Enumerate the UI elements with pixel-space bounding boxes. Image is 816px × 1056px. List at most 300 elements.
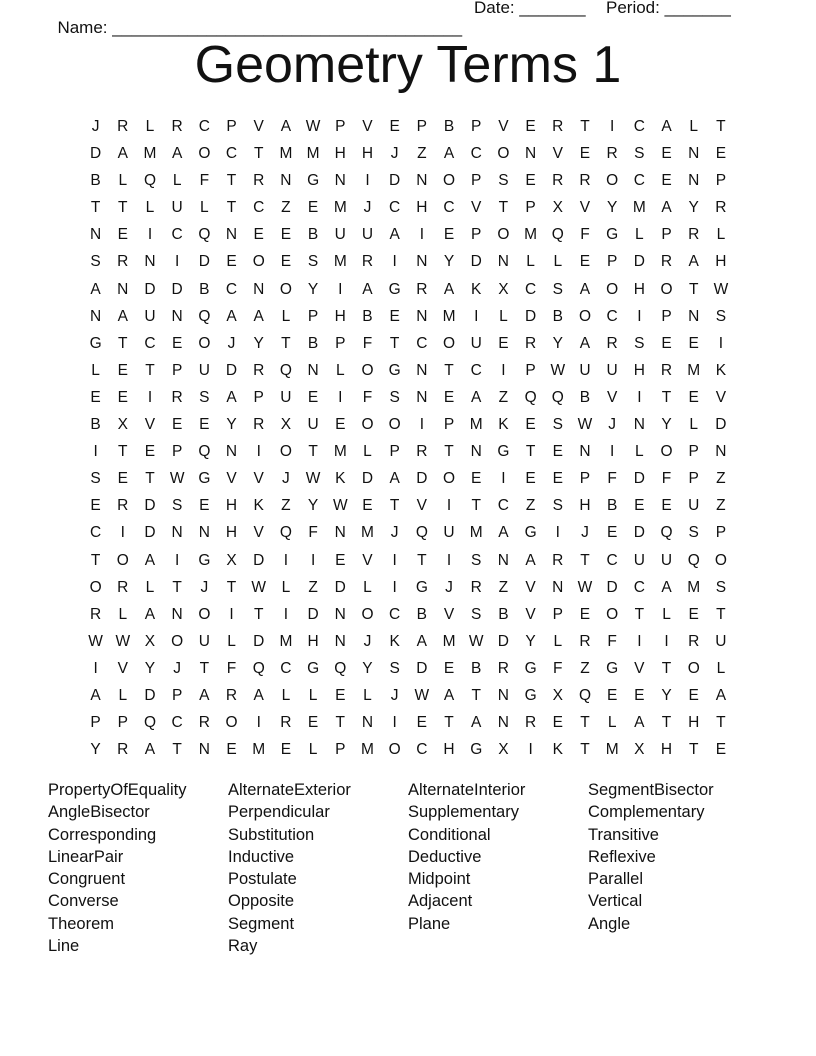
grid-letter: N — [225, 443, 238, 461]
grid-letter: E — [117, 226, 128, 244]
grid-letter: A — [688, 253, 699, 271]
grid-letter: E — [171, 416, 183, 434]
grid-letter: A — [144, 741, 156, 759]
grid-letter: T — [444, 361, 454, 379]
grid-letter: M — [687, 361, 701, 379]
grid-letter: T — [226, 199, 237, 217]
grid-letter: R — [497, 659, 509, 677]
grid-letter: O — [606, 172, 619, 190]
grid-letter: E — [606, 686, 618, 704]
grid-letter: S — [498, 172, 509, 190]
grid-letter: O — [443, 470, 456, 488]
grid-letter: S — [90, 470, 101, 488]
grid-letter: P — [552, 605, 563, 623]
grid-letter: D — [253, 551, 265, 569]
grid-letter: D — [334, 578, 346, 596]
grid-letter: E — [226, 253, 237, 271]
grid-letter: V — [715, 388, 727, 406]
grid-letter: Z — [498, 388, 509, 406]
word-list-item: AlternateExterior — [228, 781, 351, 799]
grid-letter: O — [361, 361, 374, 379]
word-list-item: PropertyOfEquality — [48, 781, 187, 799]
grid-row — [82, 465, 735, 492]
grid-letter: V — [525, 605, 536, 623]
grid-letter: M — [333, 199, 347, 217]
grid-letter: R — [524, 714, 537, 732]
grid-letter: A — [661, 118, 672, 135]
grid-letter: C — [171, 226, 183, 244]
grid-letter: U — [660, 551, 673, 569]
grid-letter: I — [610, 443, 615, 461]
grid-letter: M — [442, 632, 456, 650]
grid-letter: J — [173, 659, 182, 677]
grid-letter: I — [175, 253, 180, 271]
grid-letter: D — [144, 280, 156, 298]
grid-row — [82, 276, 735, 303]
grid-letter: E — [362, 497, 373, 515]
grid-letter: E — [552, 443, 563, 461]
grid-letter: U — [334, 226, 346, 244]
grid-letter: U — [171, 199, 183, 217]
grid-letter: C — [497, 497, 509, 515]
grid-letter: O — [225, 714, 238, 732]
grid-letter: T — [661, 659, 672, 677]
grid-letter: B — [498, 605, 509, 623]
grid-letter: L — [145, 118, 155, 135]
grid-row — [82, 357, 735, 384]
grid-letter: N — [171, 307, 183, 325]
grid-letter: F — [607, 470, 617, 488]
grid-letter: D — [389, 172, 401, 190]
grid-letter: L — [607, 714, 617, 732]
grid-letter: S — [715, 307, 727, 325]
grid-letter: H — [579, 497, 591, 515]
grid-letter: T — [661, 714, 672, 732]
grid-letter: F — [362, 388, 373, 406]
grid-letter: B — [416, 605, 428, 623]
grid-letter: L — [689, 416, 699, 434]
grid-letter: I — [446, 497, 452, 515]
grid-letter: P — [416, 118, 428, 135]
grid-letter: R — [606, 334, 618, 352]
grid-letter: L — [635, 443, 644, 461]
grid-letter: G — [524, 686, 537, 704]
grid-letter: R — [524, 334, 537, 352]
word-list-item: Transitive — [588, 825, 659, 844]
grid-letter: V — [634, 659, 645, 677]
grid-letter: O — [714, 551, 727, 569]
grid-letter: D — [225, 361, 238, 379]
grid-letter: M — [143, 145, 157, 163]
grid-letter: T — [145, 470, 155, 488]
grid-letter: L — [363, 578, 372, 596]
grid-letter: T — [580, 118, 590, 135]
grid-letter: Y — [688, 199, 699, 217]
grid-letter: M — [442, 307, 456, 325]
grid-letter: E — [552, 714, 563, 732]
grid-letter: T — [417, 551, 427, 569]
grid-letter: W — [169, 470, 185, 488]
grid-letter: S — [389, 388, 400, 406]
grid-letter: C — [280, 659, 292, 677]
grid-letter: T — [661, 388, 672, 406]
grid-letter: E — [579, 253, 591, 271]
grid-letter: O — [606, 605, 619, 623]
word-list-item: Inductive — [228, 847, 295, 866]
grid-letter: M — [524, 226, 538, 244]
grid-letter: A — [443, 686, 455, 704]
grid-letter: N — [688, 307, 700, 325]
date-field-label: Date: _______ — [474, 0, 586, 17]
grid-letter: V — [144, 416, 156, 434]
grid-letter: I — [310, 551, 316, 569]
grid-letter: N — [416, 388, 428, 406]
grid-letter: L — [553, 632, 563, 650]
grid-letter: E — [307, 714, 319, 732]
grid-letter: T — [118, 443, 128, 461]
grid-letter: T — [634, 605, 645, 623]
grid-letter: D — [633, 253, 645, 271]
grid-letter: E — [90, 388, 101, 406]
grid-letter: Y — [661, 686, 672, 704]
grid-row — [82, 682, 735, 709]
grid-letter: C — [89, 524, 102, 542]
grid-letter: I — [175, 551, 180, 569]
grid-letter: E — [117, 361, 128, 379]
grid-letter: W — [115, 632, 131, 650]
grid-letter: N — [198, 741, 210, 759]
grid-letter: T — [145, 361, 155, 379]
grid-letter: A — [661, 199, 672, 217]
grid-letter: O — [443, 334, 456, 352]
grid-letter: R — [579, 172, 591, 190]
grid-letter: E — [199, 497, 210, 515]
grid-letter: I — [392, 253, 397, 271]
grid-letter: B — [362, 307, 373, 325]
grid-letter: Y — [552, 334, 563, 352]
grid-letter: T — [118, 199, 128, 217]
grid-letter: O — [252, 253, 265, 271]
grid-letter: J — [581, 524, 589, 542]
grid-letter: H — [633, 361, 645, 379]
grid-letter: J — [91, 118, 100, 135]
grid-row — [82, 438, 735, 465]
grid-letter: I — [419, 226, 424, 244]
grid-letter: I — [338, 388, 343, 406]
grid-letter: O — [361, 605, 374, 623]
grid-letter: X — [552, 199, 563, 217]
grid-letter: E — [525, 172, 536, 190]
grid-letter: F — [607, 632, 617, 650]
grid-letter: Q — [551, 388, 564, 406]
grid-letter: P — [471, 172, 482, 190]
grid-letter: Y — [443, 253, 455, 271]
grid-letter: E — [280, 226, 292, 244]
grid-letter: K — [552, 741, 563, 759]
grid-letter: H — [334, 145, 346, 163]
grid-letter: X — [498, 741, 509, 759]
grid-letter: C — [225, 280, 238, 298]
grid-letter: S — [389, 659, 400, 677]
grid-letter: S — [688, 524, 699, 542]
grid-letter: C — [416, 741, 428, 759]
grid-letter: R — [225, 686, 238, 704]
grid-letter: H — [443, 741, 455, 759]
grid-letter: R — [416, 443, 428, 461]
grid-letter: H — [361, 145, 374, 163]
grid-letter: I — [446, 551, 452, 569]
grid-letter: C — [225, 145, 238, 163]
grid-letter: L — [526, 253, 535, 271]
grid-letter: I — [474, 307, 479, 325]
grid-letter: T — [226, 578, 237, 596]
grid-letter: A — [471, 388, 482, 406]
grid-letter: R — [253, 172, 265, 190]
grid-letter: S — [552, 497, 563, 515]
grid-letter: G — [606, 659, 619, 677]
grid-letter: A — [280, 118, 292, 135]
word-list-item: Adjacent — [408, 892, 473, 911]
grid-letter: N — [416, 307, 428, 325]
grid-letter: E — [144, 443, 156, 461]
grid-letter: N — [497, 551, 509, 569]
grid-letter: N — [198, 524, 210, 542]
grid-letter: U — [715, 632, 727, 650]
grid-letter: J — [363, 199, 372, 217]
grid-letter: M — [306, 145, 320, 163]
grid-row — [82, 384, 735, 411]
grid-letter: J — [608, 416, 617, 434]
grid-letter: L — [118, 172, 128, 190]
grid-letter: N — [117, 280, 129, 298]
grid-letter: B — [443, 118, 455, 135]
grid-letter: X — [117, 416, 128, 434]
grid-letter: G — [198, 551, 211, 569]
grid-letter: N — [334, 605, 346, 623]
grid-letter: G — [470, 741, 483, 759]
grid-letter: C — [606, 551, 618, 569]
grid-letter: P — [226, 118, 237, 135]
grid-letter: U — [144, 307, 156, 325]
grid-letter: M — [469, 524, 483, 542]
grid-letter: G — [524, 659, 537, 677]
grid-letter: J — [390, 145, 399, 163]
grid-letter: P — [90, 714, 101, 732]
grid-letter: L — [716, 659, 726, 677]
grid-letter: I — [610, 118, 615, 135]
grid-letter: A — [253, 686, 264, 704]
grid-letter: O — [116, 551, 129, 569]
grid-letter: D — [144, 497, 156, 515]
word-list-item: Deductive — [408, 847, 482, 866]
grid-letter: G — [198, 470, 211, 488]
grid-letter: A — [90, 686, 101, 704]
grid-letter: H — [334, 307, 346, 325]
grid-letter: C — [389, 199, 401, 217]
grid-letter: B — [90, 172, 101, 190]
word-list-item: Complementary — [588, 803, 705, 822]
grid-letter: N — [225, 226, 238, 244]
grid-letter: A — [389, 226, 400, 244]
word-list-item: Segment — [228, 914, 295, 933]
grid-letter: R — [660, 253, 673, 271]
grid-letter: H — [416, 199, 428, 217]
grid-letter: O — [361, 416, 374, 434]
grid-letter: P — [307, 307, 319, 325]
grid-letter: Y — [661, 416, 672, 434]
grid-letter: N — [334, 172, 346, 190]
grid-letter: M — [252, 741, 266, 759]
grid-letter: S — [715, 578, 727, 596]
grid-letter: V — [362, 118, 373, 135]
grid-letter: V — [552, 145, 563, 163]
grid-letter: E — [525, 118, 536, 135]
grid-letter: I — [120, 524, 125, 542]
grid-letter: P — [471, 226, 482, 244]
grid-letter: H — [715, 253, 727, 271]
grid-letter: F — [226, 659, 237, 677]
grid-letter: V — [498, 118, 509, 135]
grid-letter: N — [89, 226, 102, 244]
grid-letter: T — [389, 497, 400, 515]
grid-letter: X — [226, 551, 237, 569]
grid-letter: P — [661, 307, 672, 325]
grid-letter: Z — [498, 578, 509, 596]
grid-letter: P — [335, 118, 346, 135]
grid-letter: Y — [90, 741, 101, 759]
grid-letter: I — [283, 605, 289, 623]
grid-letter: K — [715, 361, 727, 379]
grid-letter: E — [661, 145, 672, 163]
grid-letter: U — [688, 497, 700, 515]
grid-letter: U — [579, 361, 591, 379]
grid-letter: T — [471, 497, 481, 515]
grid-letter: N — [688, 145, 700, 163]
grid-row — [82, 167, 735, 194]
grid-letter: I — [229, 605, 234, 623]
grid-letter: A — [525, 551, 536, 569]
grid-letter: M — [632, 199, 646, 217]
grid-letter: E — [552, 470, 563, 488]
grid-letter: C — [443, 199, 455, 217]
grid-letter: I — [637, 307, 642, 325]
grid-letter: L — [145, 199, 155, 217]
grid-letter: N — [334, 632, 346, 650]
grid-letter: T — [253, 145, 264, 163]
grid-letter: E — [280, 253, 292, 271]
grid-letter: R — [171, 118, 183, 135]
grid-letter: I — [555, 524, 560, 542]
grid-letter: L — [227, 632, 236, 650]
grid-letter: W — [577, 578, 593, 596]
grid-letter: D — [171, 280, 183, 298]
grid-letter: G — [388, 280, 401, 298]
grid-letter: E — [171, 334, 183, 352]
grid-letter: E — [525, 416, 536, 434]
grid-letter: I — [338, 280, 343, 298]
grid-letter: P — [715, 524, 727, 542]
grid-letter: C — [416, 334, 428, 352]
grid-letter: T — [580, 551, 590, 569]
grid-letter: O — [171, 632, 184, 650]
grid-letter: E — [498, 334, 509, 352]
word-list-item: Perpendicular — [228, 803, 330, 822]
grid-letter: O — [443, 172, 456, 190]
grid-letter: A — [443, 280, 455, 298]
grid-letter: Q — [279, 361, 292, 379]
grid-letter: A — [579, 280, 591, 298]
grid-letter: E — [335, 686, 346, 704]
grid-letter: C — [470, 361, 482, 379]
grid-letter: I — [637, 388, 642, 406]
grid-letter: L — [662, 605, 671, 623]
grid-letter: A — [144, 551, 156, 569]
grid-letter: X — [144, 632, 156, 650]
grid-letter: A — [171, 145, 183, 163]
word-list-item: Corresponding — [48, 825, 157, 844]
grid-row — [82, 655, 735, 682]
grid-letter: R — [89, 605, 102, 623]
grid-letter: L — [118, 605, 128, 623]
grid-letter: L — [308, 741, 318, 759]
grid-letter: Z — [281, 199, 291, 217]
grid-letter: W — [414, 686, 430, 704]
grid-letter: S — [471, 605, 482, 623]
word-list-item: Congruent — [48, 870, 126, 889]
grid-letter: B — [471, 659, 482, 677]
grid-letter: A — [661, 578, 672, 596]
grid-letter: H — [660, 741, 673, 759]
grid-letter: I — [392, 578, 397, 596]
grid-letter: W — [305, 118, 321, 135]
grid-letter: M — [687, 578, 701, 596]
grid-letter: W — [251, 578, 267, 596]
grid-letter: M — [469, 416, 483, 434]
grid-letter: K — [389, 632, 400, 650]
grid-letter: E — [117, 388, 128, 406]
grid-letter: L — [172, 172, 182, 190]
grid-letter: V — [443, 605, 455, 623]
grid-letter: C — [171, 714, 183, 732]
grid-letter: M — [361, 741, 374, 759]
grid-letter: J — [445, 578, 453, 596]
grid-letter: C — [524, 280, 537, 298]
grid-letter: S — [471, 551, 482, 569]
grid-row — [82, 330, 735, 357]
grid-letter: C — [606, 307, 618, 325]
grid-letter: K — [335, 470, 346, 488]
grid-letter: D — [144, 686, 156, 704]
grid-letter: L — [308, 686, 318, 704]
grid-letter: L — [91, 361, 100, 379]
grid-letter: N — [416, 253, 428, 271]
grid-letter: T — [716, 605, 726, 623]
grid-letter: D — [144, 524, 156, 542]
grid-letter: T — [688, 280, 699, 298]
word-list-item: Midpoint — [408, 870, 471, 889]
grid-letter: R — [416, 280, 428, 298]
grid-letter: Z — [525, 497, 536, 515]
grid-letter: L — [363, 443, 372, 461]
grid-letter: D — [497, 632, 509, 650]
grid-letter: Q — [198, 226, 211, 244]
grid-row — [82, 248, 735, 275]
word-list — [48, 779, 788, 957]
grid-letter: C — [253, 199, 265, 217]
grid-letter: Q — [578, 686, 591, 704]
grid-letter: M — [279, 145, 293, 163]
grid-letter: P — [661, 226, 672, 244]
